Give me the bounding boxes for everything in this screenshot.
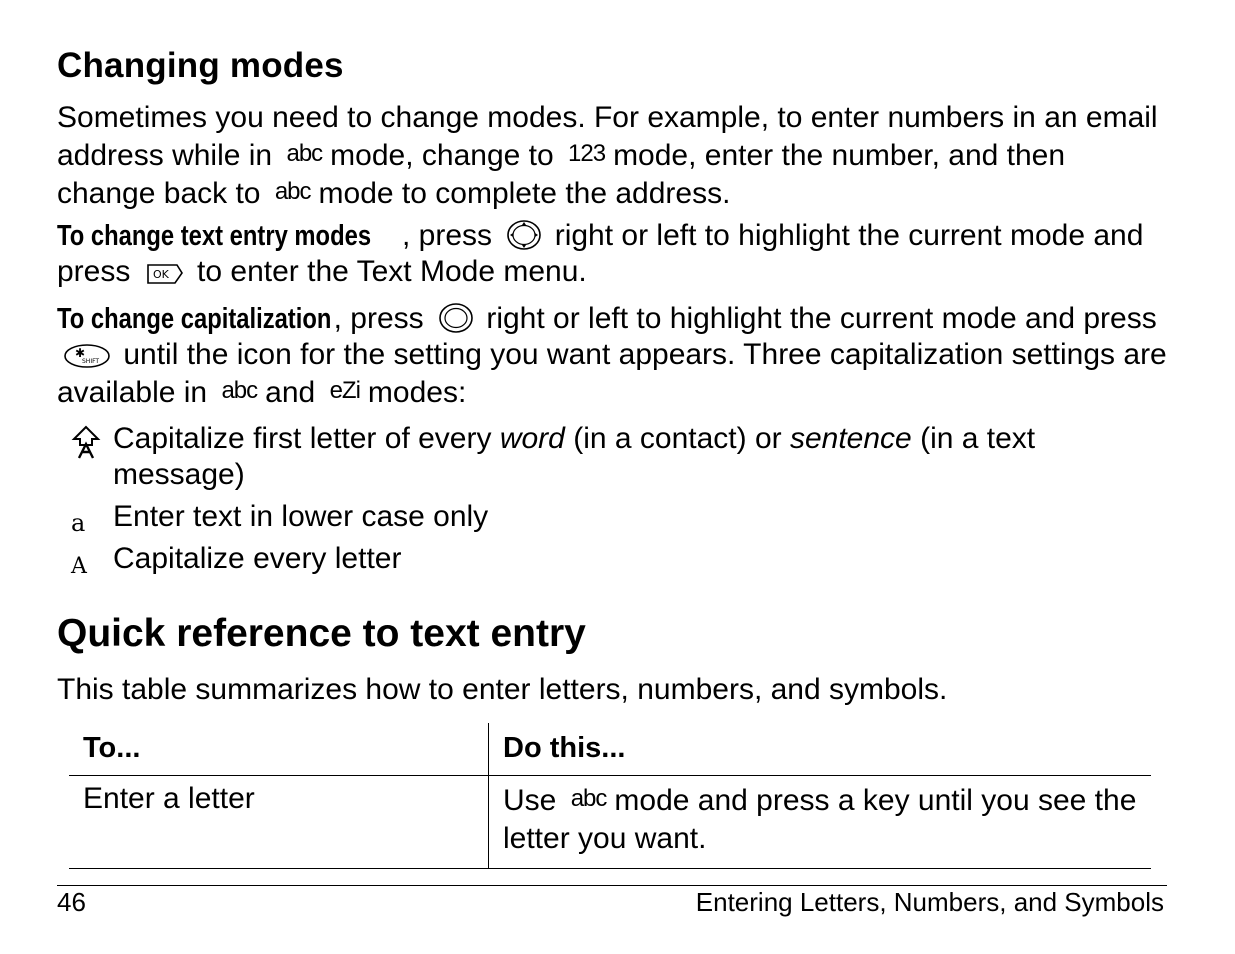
shift-caps-icon bbox=[71, 425, 101, 459]
chapter-title: Entering Letters, Numbers, and Symbols bbox=[695, 887, 1164, 917]
quick-reference-table bbox=[69, 723, 1151, 869]
text: word bbox=[499, 422, 565, 455]
text: and bbox=[265, 376, 316, 409]
paragraph-text-entry-modes bbox=[57, 218, 1167, 290]
lowercase-a-icon: a bbox=[71, 509, 86, 537]
paragraph-capitalization bbox=[57, 301, 1167, 411]
text: , press bbox=[402, 219, 493, 252]
text: Capitalize every letter bbox=[113, 542, 402, 575]
text: Enter text in lower case only bbox=[113, 500, 489, 533]
abc-mode-label: abc bbox=[221, 377, 258, 404]
list-item bbox=[57, 421, 1167, 493]
text: Use bbox=[503, 784, 557, 817]
section-heading-changing-modes: Changing modes bbox=[57, 46, 344, 85]
table-row bbox=[69, 776, 1151, 869]
text: Sometimes you need to change modes. For example, to enter numbers in an email address while in bbox=[57, 101, 1158, 172]
instruction-label: To change text entry modes bbox=[57, 220, 372, 252]
list-item bbox=[57, 499, 1167, 535]
text: (in a contact) or bbox=[573, 422, 782, 455]
table-header-row bbox=[69, 723, 1151, 776]
table-cell-to: Enter a letter bbox=[69, 776, 489, 869]
abc-mode-label: abc bbox=[274, 178, 311, 205]
text: modes: bbox=[367, 376, 467, 409]
numeric-mode-icon bbox=[568, 136, 605, 172]
abc-mode-label: abc bbox=[570, 785, 607, 812]
column-header-do-this: Do this... bbox=[503, 732, 626, 764]
section-heading-quick-reference: Quick reference to text entry bbox=[57, 612, 586, 655]
text: mode to complete the address. bbox=[318, 177, 731, 210]
text: right or left to highlight the current mode and press bbox=[57, 219, 1144, 288]
uppercase-a-icon: A bbox=[71, 554, 87, 579]
ezi-mode-label: eZi bbox=[329, 377, 360, 404]
text: to enter the Text Mode menu. bbox=[197, 255, 587, 288]
text: mode, change to bbox=[330, 139, 554, 172]
paragraph-changing-modes bbox=[57, 100, 1167, 212]
text: right or left to highlight the current mode and press bbox=[486, 302, 1157, 335]
text: sentence bbox=[789, 422, 912, 455]
capitalization-list bbox=[57, 421, 1167, 583]
text: (in a text message) bbox=[113, 422, 1036, 491]
svg-text:OK: OK bbox=[152, 268, 169, 281]
text: until the icon for the setting you want appears. Three capitalization settings are available in bbox=[57, 338, 1167, 409]
nav-key-icon bbox=[506, 219, 542, 251]
quick-reference-intro: This table summarizes how to enter letters, numbers, and symbols. bbox=[57, 673, 948, 706]
text: , press bbox=[333, 302, 424, 335]
shift-key-icon bbox=[63, 342, 111, 370]
instruction-label: To change capitalization bbox=[57, 303, 332, 335]
abc-mode-icon bbox=[221, 373, 257, 409]
nav-key-icon bbox=[438, 302, 474, 334]
abc-mode-label: abc bbox=[286, 140, 323, 167]
svg-text:✱: ✱ bbox=[75, 346, 86, 360]
abc-mode-icon bbox=[286, 136, 322, 172]
ezi-mode-icon bbox=[330, 373, 360, 409]
text: Capitalize first letter of every bbox=[113, 422, 492, 455]
list-item bbox=[57, 541, 1167, 577]
text: mode and press a key until you see the letter you want. bbox=[503, 784, 1137, 855]
abc-mode-icon bbox=[275, 174, 311, 210]
ok-key-icon bbox=[145, 261, 185, 287]
svg-text:SHIFT: SHIFT bbox=[82, 358, 100, 365]
page-number: 46 bbox=[57, 887, 86, 917]
abc-mode-icon bbox=[571, 780, 607, 818]
table-cell-do-this bbox=[489, 776, 1152, 869]
text: mode, enter the number, and then change back to bbox=[57, 139, 1066, 210]
column-header-to: To... bbox=[69, 723, 489, 776]
num-mode-label: 123 bbox=[568, 140, 606, 167]
